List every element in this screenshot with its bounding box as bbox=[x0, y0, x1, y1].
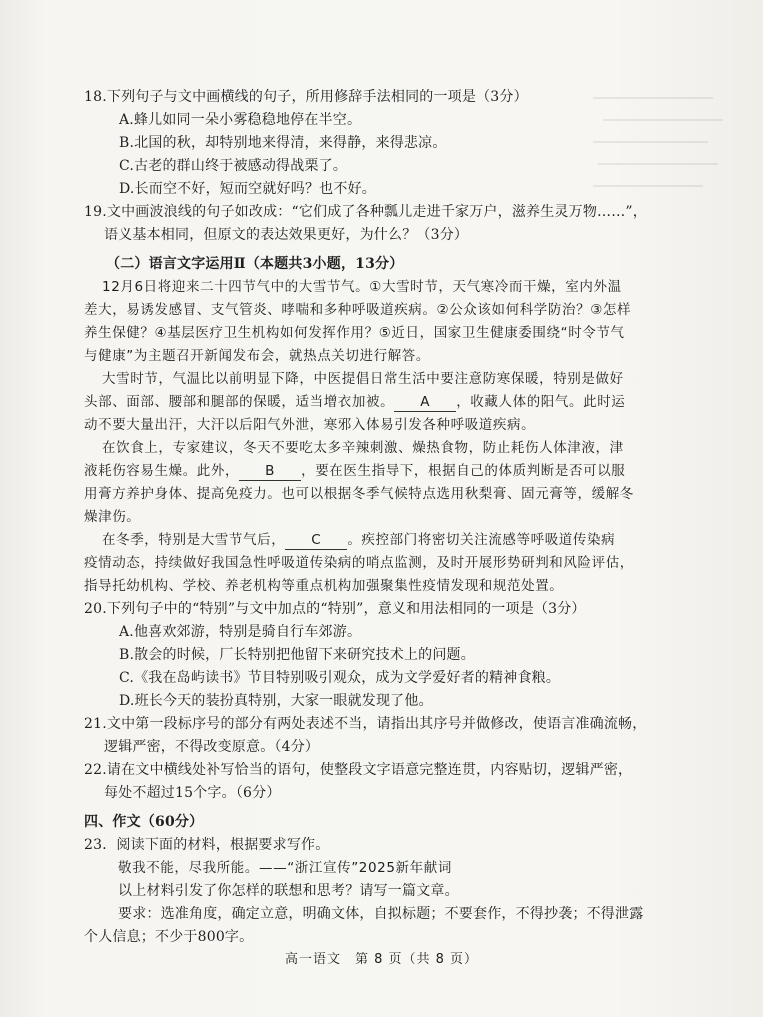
blank-b: B bbox=[239, 463, 301, 481]
passage bbox=[84, 276, 684, 598]
blank-c: C bbox=[285, 532, 347, 550]
exam-content bbox=[84, 86, 684, 949]
question-22 bbox=[84, 759, 684, 805]
section-heading: （二）语言文字运用Ⅱ（本题共3小题，13分） bbox=[106, 256, 404, 272]
writing-prompt: 以上材料引发了你怎样的联想和思考？请写一篇文章。 bbox=[118, 883, 459, 899]
section-writing bbox=[84, 811, 684, 949]
question-19 bbox=[84, 201, 684, 247]
passage-line: 与健康”为主题召开新闻发布会，就热点关切进行解答。 bbox=[84, 348, 430, 364]
passage-line: 用膏方养护身体、提高免疫力。也可以根据冬季气候特点选用秋梨膏、固元膏等，缓解冬 bbox=[84, 486, 634, 502]
passage-text: 。疾控部门将密切关注流感等呼吸道传染病 bbox=[347, 532, 616, 548]
page-footer: 高一语文 第 8 页（共 8 页） bbox=[284, 952, 479, 967]
passage-line bbox=[84, 391, 684, 414]
section-heading: 四、作文（60分） bbox=[84, 814, 204, 830]
passage-text: 头部、面部、腰部和腿部的保暖，适当增衣加被。 bbox=[84, 394, 395, 410]
passage-line: 养生保健？④基层医疗卫生机构如何发挥作用？⑤近日，国家卫生健康委围绕“时令节气 bbox=[84, 325, 625, 341]
option-d: D.长而空不好，短而空就好吗？也不好。 bbox=[119, 181, 376, 197]
option-a: A.蜂儿如同一朵小雾稳稳地停在半空。 bbox=[119, 112, 362, 128]
question-20 bbox=[84, 598, 684, 713]
option-c: C.古老的群山终于被感动得战栗了。 bbox=[119, 158, 348, 174]
writing-requirements: 要求：选准角度，确定立意，明确文体，自拟标题；不要套作，不得抄袭；不得泄露 bbox=[118, 906, 644, 922]
question-stem: 21.文中第一段标序号的部分有两处表述不当，请指出其序号并做修改，使语言准确流畅， bbox=[84, 716, 647, 732]
passage-line bbox=[84, 460, 684, 483]
question-stem: 20.下列句子中的“特别”与文中加点的“特别”，意义和用法相同的一项是（3分） bbox=[84, 601, 586, 617]
passage-line: 12月6日将迎来二十四节气中的大雪节气。①大雪时节，天气寒冷而干燥，室内外温 bbox=[102, 279, 622, 295]
question-stem: 23．阅读下面的材料，根据要求写作。 bbox=[84, 837, 330, 853]
material-quote: 敬我不能，尽我所能。——“浙江宣传”2025新年献词 bbox=[118, 860, 452, 876]
passage-line: 在饮食上，专家建议，冬天不要吃太多辛辣刺激、燥热食物，防止耗伤人体津液，津 bbox=[102, 440, 624, 456]
passage-line: 差大，易诱发感冒、支气管炎、哮喘和多种呼吸道疾病。②公众该如何科学防治？③怎样 bbox=[84, 302, 632, 318]
passage-line: 疫情动态，持续做好我国急性呼吸道传染病的哨点监测，及时开展形势研判和风险评估， bbox=[84, 555, 634, 571]
question-stem: 22.请在文中横线处补写恰当的语句，使整段文字语意完整连贯，内容贴切，逻辑严密， bbox=[84, 762, 633, 778]
question-stem-cont: 每处不超过15个字。（6分） bbox=[104, 785, 281, 801]
passage-text: 液耗伤容易生燥。此外， bbox=[84, 463, 240, 479]
passage-line bbox=[84, 529, 684, 552]
passage-line: 燥津伤。 bbox=[84, 509, 141, 525]
question-18 bbox=[84, 86, 684, 201]
option-b: B.散会的时候，厂长特别把他留下来研究技术上的问题。 bbox=[119, 647, 475, 663]
option-d: D.班长今天的装扮真特别，大家一眼就发现了他。 bbox=[119, 693, 433, 709]
question-stem-cont: 逻辑严密，不得改变原意。（4分） bbox=[104, 739, 320, 755]
passage-line: 动不要大量出汗，大汗以后阳气外泄，寒邪入体易引发各种呼吸道疾病。 bbox=[84, 417, 536, 433]
question-21 bbox=[84, 713, 684, 759]
writing-requirements-cont: 个人信息；不少于800字。 bbox=[84, 929, 254, 945]
blank-a: A bbox=[394, 394, 456, 412]
passage-line: 大雪时节，气温比以前明显下降，中医提倡日常生活中要注意防寒保暖，特别是做好 bbox=[102, 371, 624, 387]
option-a: A.他喜欢郊游，特别是骑自行车郊游。 bbox=[119, 624, 362, 640]
passage-line: 指导托幼机构、学校、养老机构等重点机构加强聚集性疫情发现和规范处置。 bbox=[84, 578, 564, 594]
passage-text: ，收藏人体的阳气。此时运 bbox=[456, 394, 626, 410]
question-stem: 19.文中画波浪线的句子如改成：“它们成了各种瓢儿走进千家万户，滋养生灵万物……”， bbox=[84, 204, 647, 220]
question-stem-cont: 语义基本相同，但原文的表达效果更好，为什么？（3分） bbox=[104, 227, 469, 243]
question-stem: 18.下列句子与文中画横线的句子，所用修辞手法相同的一项是（3分） bbox=[84, 89, 528, 105]
option-b: B.北国的秋，却特别地来得清，来得静，来得悲凉。 bbox=[119, 135, 447, 151]
section-language-use bbox=[84, 253, 684, 598]
passage-text: ，要在医生指导下，根据自己的体质判断是否可以服 bbox=[301, 463, 626, 479]
option-c: C.《我在岛屿读书》节目特别吸引观众，成为文学爱好者的精神食粮。 bbox=[119, 670, 561, 686]
passage-text: 在冬季，特别是大雪节气后， bbox=[102, 532, 286, 548]
